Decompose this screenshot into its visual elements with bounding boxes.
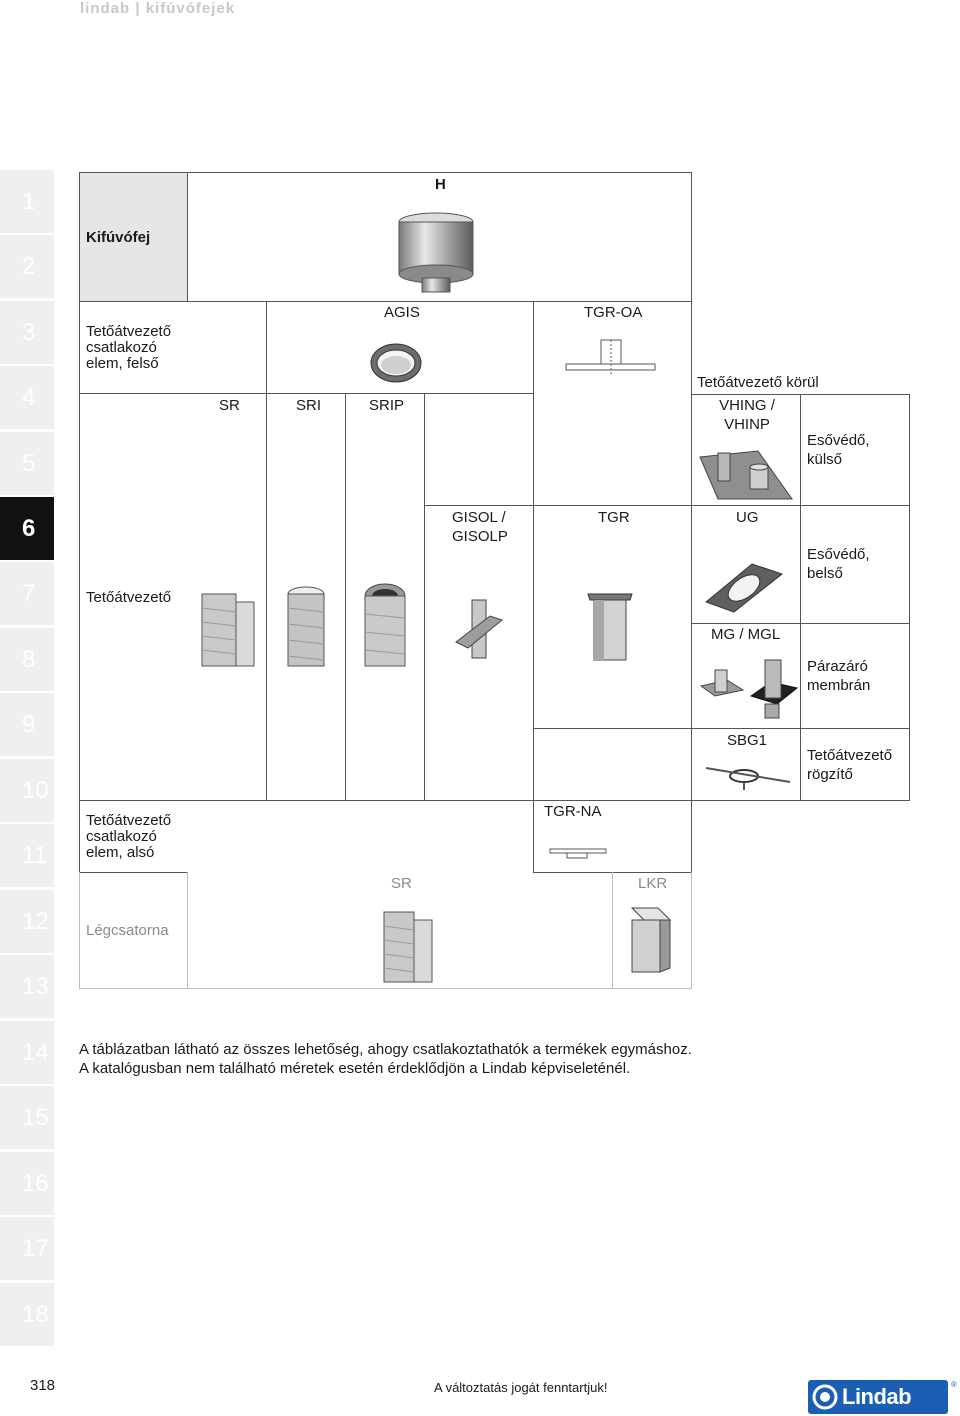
product-label-parazaro: Párazáró membrán: [807, 658, 871, 694]
product-label-korul: Tetőátvezető körül: [697, 374, 819, 391]
tab-3[interactable]: 3: [0, 301, 54, 364]
table-line-light: [79, 872, 80, 989]
tab-13[interactable]: 13: [0, 955, 54, 1018]
product-label-ug: UG: [736, 509, 759, 526]
table-line: [79, 800, 910, 801]
tab-11[interactable]: 11: [0, 824, 54, 887]
product-gisol-image: [454, 598, 504, 662]
tab-8[interactable]: 8: [0, 628, 54, 691]
tab-2[interactable]: 2: [0, 235, 54, 298]
table-line: [79, 172, 691, 173]
product-label-gisol: GISOL / GISOLP: [452, 509, 508, 545]
product-label-tgr-na: TGR-NA: [544, 803, 602, 820]
table-line-light: [187, 872, 188, 989]
tab-10[interactable]: 10: [0, 759, 54, 822]
lindab-logo-icon: [808, 1380, 842, 1414]
product-label-rogzito: Tetőátvezető rögzítő: [807, 747, 893, 783]
row-label-csatlakozo-felso: Tetőátvezető csatlakozó elem, felső: [86, 323, 172, 372]
table-line: [533, 301, 534, 872]
table-line-light: [79, 988, 692, 989]
table-line: [79, 301, 691, 302]
tab-7[interactable]: 7: [0, 562, 54, 625]
tab-15[interactable]: 15: [0, 1086, 54, 1149]
row-label-csatlakozo-also: Tetőátvezető csatlakozó elem, alsó: [86, 812, 172, 861]
row-label-tetoatvezeto: Tetőátvezető: [86, 589, 172, 606]
tab-4[interactable]: 4: [0, 366, 54, 429]
product-label-sr: SR: [219, 397, 240, 414]
product-label-lkr: LKR: [638, 875, 668, 892]
product-tgr-na-image: [549, 844, 607, 860]
tab-12[interactable]: 12: [0, 890, 54, 953]
table-line: [691, 623, 910, 624]
product-label-sbg1: SBG1: [727, 732, 768, 749]
table-line: [79, 172, 80, 872]
table-line: [424, 393, 425, 800]
row-label-kifuvofej: Kifúvófej: [86, 229, 151, 246]
product-sri-image: [286, 586, 328, 668]
tab-6-active[interactable]: 6: [0, 497, 54, 560]
table-line: [79, 393, 533, 394]
lindab-logo: [808, 1380, 948, 1414]
tab-5[interactable]: 5: [0, 432, 54, 495]
tab-1[interactable]: 1: [0, 170, 54, 233]
table-line: [533, 728, 910, 729]
table-note: A táblázatban látható az összes lehetőség, ahogy csatlakoztathatók a termékek egymáshoz. A katalógusban nem található méretek esetén érdeklődjön a Lindab képviseleténél.: [79, 1041, 692, 1077]
table-line: [691, 172, 692, 872]
product-label-sri: SRI: [296, 397, 322, 414]
product-ug-image: [704, 562, 784, 614]
product-lkr-image: [626, 906, 674, 978]
product-label-tgr: TGR: [598, 509, 630, 526]
table-line: [266, 301, 267, 800]
product-label-mg: MG / MGL: [711, 626, 781, 643]
table-line: [345, 393, 346, 800]
product-label-vhing: VHING / VHINP: [719, 397, 775, 433]
product-label-tgr-oa: TGR-OA: [584, 304, 643, 321]
table-line: [909, 394, 910, 800]
product-agis-image: [370, 342, 422, 384]
product-label-esovedo-belso: Esővédő, belső: [807, 546, 870, 582]
row-label-legcsatorna: Légcsatorna: [86, 922, 169, 939]
product-sbg1-image: [704, 764, 792, 792]
page-header-title: lindab | kifúvófejek: [80, 0, 236, 17]
tab-18[interactable]: 18: [0, 1283, 54, 1346]
table-line: [187, 172, 188, 301]
tab-16[interactable]: 16: [0, 1152, 54, 1215]
tab-17[interactable]: 17: [0, 1217, 54, 1280]
tab-14[interactable]: 14: [0, 1021, 54, 1084]
product-tgr-image: [586, 590, 634, 662]
product-tgr-oa-image: [565, 340, 657, 376]
page-number: 318: [30, 1377, 56, 1394]
tab-9[interactable]: 9: [0, 693, 54, 756]
product-label-esovedo-kulso: Esővédő, külső: [807, 432, 870, 468]
product-label-agis: AGIS: [384, 304, 420, 321]
registered-mark: ®: [951, 1380, 957, 1389]
table-line: [79, 872, 187, 873]
product-h-image: [398, 212, 476, 294]
table-line: [424, 505, 910, 506]
product-sr-duct-image: [382, 908, 436, 984]
product-mg-image: [699, 656, 799, 720]
product-label-h: H: [435, 176, 446, 193]
product-sr-image: [200, 588, 258, 668]
table-line-light: [612, 872, 613, 989]
product-label-srip: SRIP: [369, 397, 405, 414]
table-line: [800, 394, 801, 800]
lindab-logo-text: Lindab: [842, 1384, 912, 1409]
table-line-light: [691, 872, 692, 989]
product-vhing-image: [698, 447, 794, 501]
product-label-sr-duct: SR: [391, 875, 412, 892]
product-srip-image: [363, 582, 407, 668]
footer-note: A változtatás jogát fenntartjuk!: [434, 1380, 608, 1395]
